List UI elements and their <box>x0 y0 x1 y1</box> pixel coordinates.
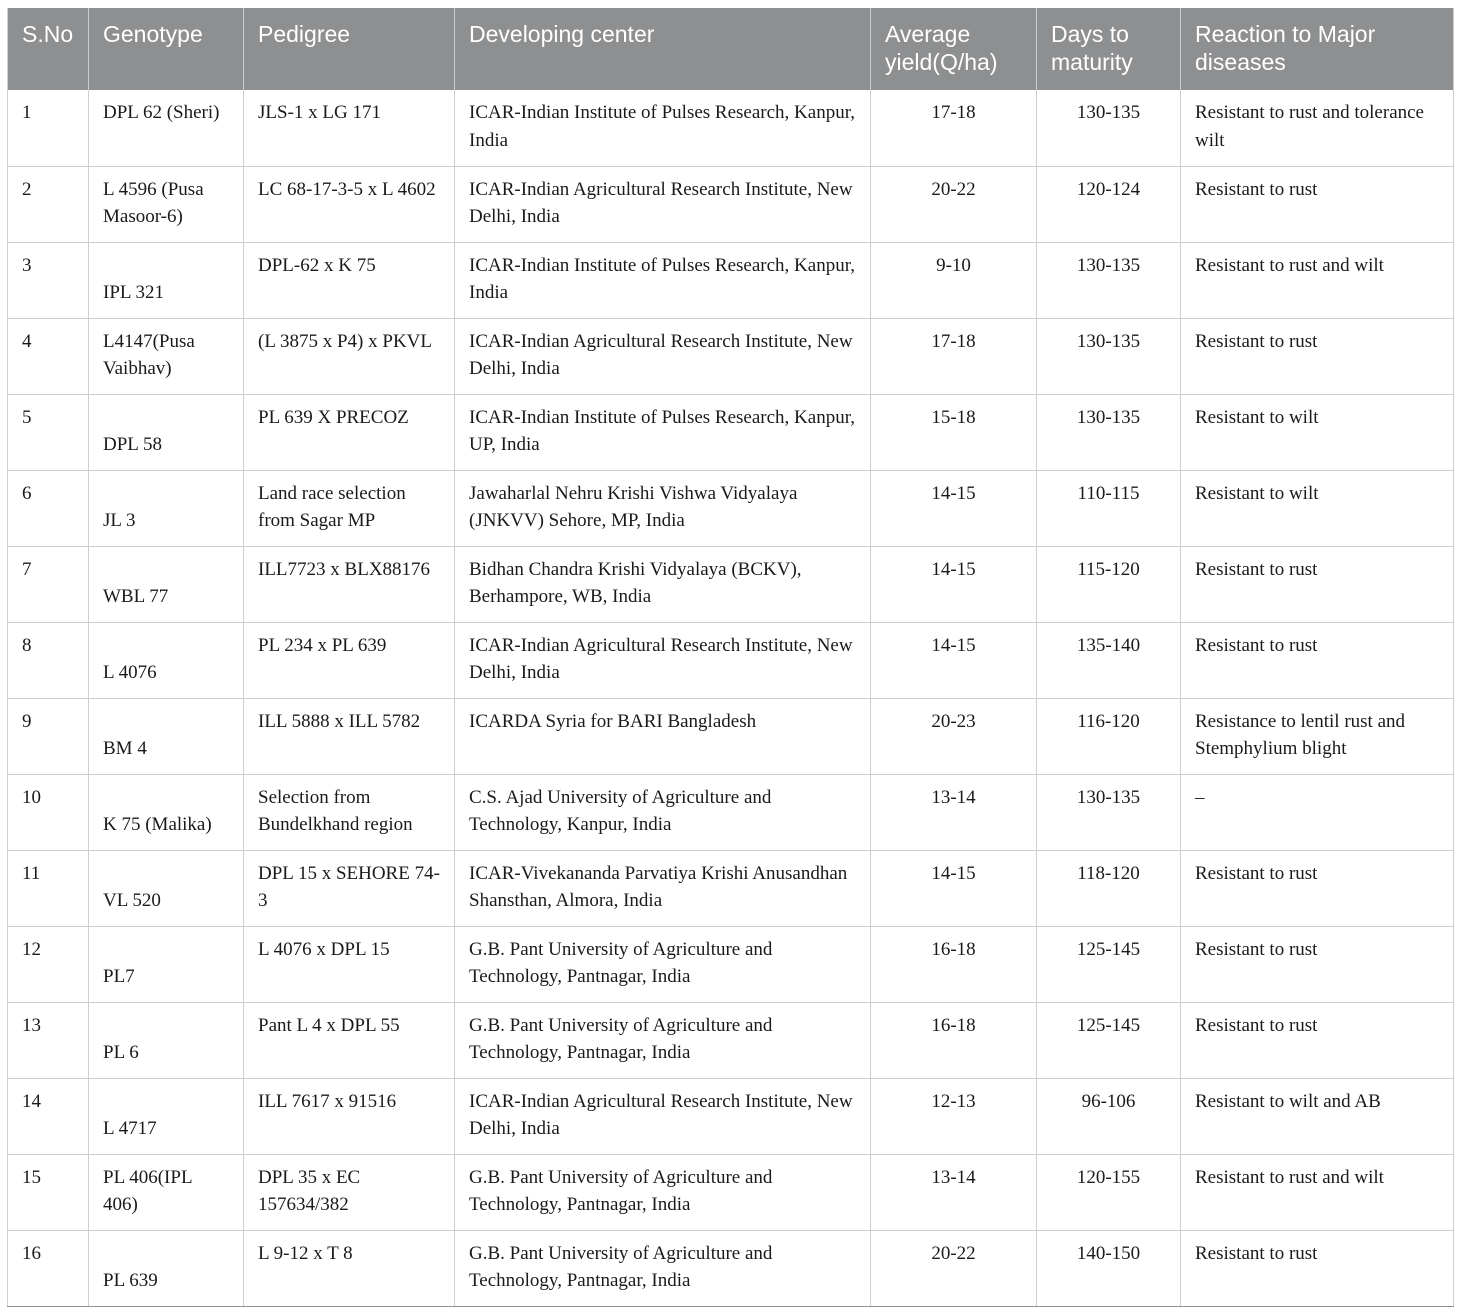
header-average-yield: Average yield(Q/ha) <box>871 8 1037 90</box>
cell-sno: 15 <box>8 1154 89 1230</box>
cell-average-yield: 20-22 <box>871 166 1037 242</box>
cell-developing-center: ICAR-Indian Agricultural Research Institute, New Delhi, India <box>455 318 871 394</box>
cell-days-to-maturity: 130-135 <box>1037 774 1181 850</box>
cell-developing-center: G.B. Pant University of Agriculture and Technology, Pantnagar, India <box>455 1230 871 1306</box>
cell-genotype: BM 4 <box>89 698 244 774</box>
cell-pedigree: Selection from Bundelkhand region <box>244 774 455 850</box>
header-genotype: Genotype <box>89 8 244 90</box>
cell-developing-center: ICAR-Indian Agricultural Research Institute, New Delhi, India <box>455 1078 871 1154</box>
cell-genotype: PL 639 <box>89 1230 244 1306</box>
cell-sno: 7 <box>8 546 89 622</box>
header-reaction: Reaction to Major diseases <box>1181 8 1454 90</box>
header-pedigree: Pedigree <box>244 8 455 90</box>
cell-developing-center: G.B. Pant University of Agriculture and Technology, Pantnagar, India <box>455 926 871 1002</box>
cell-sno: 5 <box>8 394 89 470</box>
cell-days-to-maturity: 140-150 <box>1037 1230 1181 1306</box>
header-sno: S.No <box>8 8 89 90</box>
cell-sno: 12 <box>8 926 89 1002</box>
cell-pedigree: LC 68-17-3-5 x L 4602 <box>244 166 455 242</box>
cell-genotype: DPL 62 (Sheri) <box>89 90 244 166</box>
cell-days-to-maturity: 130-135 <box>1037 90 1181 166</box>
cell-developing-center: ICAR-Indian Institute of Pulses Research, Kanpur, India <box>455 242 871 318</box>
cell-reaction: Resistant to rust <box>1181 926 1454 1002</box>
cell-days-to-maturity: 118-120 <box>1037 850 1181 926</box>
cell-pedigree: DPL-62 x K 75 <box>244 242 455 318</box>
cell-average-yield: 16-18 <box>871 926 1037 1002</box>
cell-reaction: Resistant to rust <box>1181 1230 1454 1306</box>
cell-genotype: WBL 77 <box>89 546 244 622</box>
cell-days-to-maturity: 130-135 <box>1037 242 1181 318</box>
cell-reaction: Resistant to wilt and AB <box>1181 1078 1454 1154</box>
cell-sno: 8 <box>8 622 89 698</box>
cell-days-to-maturity: 115-120 <box>1037 546 1181 622</box>
cell-days-to-maturity: 110-115 <box>1037 470 1181 546</box>
cell-pedigree: ILL 7617 x 91516 <box>244 1078 455 1154</box>
cell-developing-center: ICAR-Indian Institute of Pulses Research, Kanpur, UP, India <box>455 394 871 470</box>
table-row <box>8 850 1454 926</box>
cell-reaction: Resistant to rust and wilt <box>1181 1154 1454 1230</box>
cell-genotype: PL 6 <box>89 1002 244 1078</box>
cell-developing-center: ICAR-Vivekananda Parvatiya Krishi Anusandhan Shansthan, Almora, India <box>455 850 871 926</box>
cell-sno: 6 <box>8 470 89 546</box>
table-body <box>8 90 1454 1306</box>
cell-genotype: PL7 <box>89 926 244 1002</box>
cell-genotype: PL 406(IPL 406) <box>89 1154 244 1230</box>
cell-average-yield: 20-22 <box>871 1230 1037 1306</box>
cell-genotype: DPL 58 <box>89 394 244 470</box>
cell-developing-center: G.B. Pant University of Agriculture and Technology, Pantnagar, India <box>455 1154 871 1230</box>
cell-sno: 16 <box>8 1230 89 1306</box>
cell-pedigree: Pant L 4 x DPL 55 <box>244 1002 455 1078</box>
cell-average-yield: 17-18 <box>871 90 1037 166</box>
cell-average-yield: 20-23 <box>871 698 1037 774</box>
table-row <box>8 1154 1454 1230</box>
cell-genotype: L 4076 <box>89 622 244 698</box>
cell-sno: 9 <box>8 698 89 774</box>
cell-developing-center: C.S. Ajad University of Agriculture and Technology, Kanpur, India <box>455 774 871 850</box>
cell-genotype: VL 520 <box>89 850 244 926</box>
cell-average-yield: 16-18 <box>871 1002 1037 1078</box>
cell-average-yield: 9-10 <box>871 242 1037 318</box>
cell-days-to-maturity: 130-135 <box>1037 318 1181 394</box>
cell-reaction: Resistant to rust <box>1181 622 1454 698</box>
cell-sno: 13 <box>8 1002 89 1078</box>
cell-developing-center: Bidhan Chandra Krishi Vidyalaya (BCKV), Berhampore, WB, India <box>455 546 871 622</box>
cell-days-to-maturity: 120-155 <box>1037 1154 1181 1230</box>
cell-developing-center: G.B. Pant University of Agriculture and Technology, Pantnagar, India <box>455 1002 871 1078</box>
cell-sno: 10 <box>8 774 89 850</box>
cell-reaction: – <box>1181 774 1454 850</box>
table-row <box>8 166 1454 242</box>
cell-sno: 11 <box>8 850 89 926</box>
cell-reaction: Resistant to rust <box>1181 546 1454 622</box>
cell-developing-center: ICARDA Syria for BARI Bangladesh <box>455 698 871 774</box>
cell-days-to-maturity: 135-140 <box>1037 622 1181 698</box>
cell-reaction: Resistance to lentil rust and Stemphylium blight <box>1181 698 1454 774</box>
cell-pedigree: L 9-12 x T 8 <box>244 1230 455 1306</box>
cell-reaction: Resistant to rust <box>1181 318 1454 394</box>
cell-days-to-maturity: 125-145 <box>1037 926 1181 1002</box>
table-row <box>8 1230 1454 1306</box>
cell-reaction: Resistant to rust and tolerance wilt <box>1181 90 1454 166</box>
cell-days-to-maturity: 120-124 <box>1037 166 1181 242</box>
cell-pedigree: L 4076 x DPL 15 <box>244 926 455 1002</box>
cell-average-yield: 14-15 <box>871 546 1037 622</box>
cell-pedigree: (L 3875 x P4) x PKVL <box>244 318 455 394</box>
table-row <box>8 90 1454 166</box>
cell-pedigree: JLS-1 x LG 171 <box>244 90 455 166</box>
cell-pedigree: PL 639 X PRECOZ <box>244 394 455 470</box>
header-developing-center: Developing center <box>455 8 871 90</box>
cell-genotype: K 75 (Malika) <box>89 774 244 850</box>
cell-pedigree: DPL 35 x EC 157634/382 <box>244 1154 455 1230</box>
cell-pedigree: ILL 5888 x ILL 5782 <box>244 698 455 774</box>
header-days-to-maturity: Days to maturity <box>1037 8 1181 90</box>
cell-developing-center: Jawaharlal Nehru Krishi Vishwa Vidyalaya (JNKVV) Sehore, MP, India <box>455 470 871 546</box>
cell-average-yield: 17-18 <box>871 318 1037 394</box>
genotype-table <box>7 8 1454 1307</box>
cell-reaction: Resistant to rust <box>1181 1002 1454 1078</box>
table-row <box>8 774 1454 850</box>
cell-sno: 14 <box>8 1078 89 1154</box>
table-row <box>8 926 1454 1002</box>
table-row <box>8 546 1454 622</box>
cell-pedigree: Land race selection from Sagar MP <box>244 470 455 546</box>
table-row <box>8 318 1454 394</box>
table-row <box>8 470 1454 546</box>
cell-average-yield: 14-15 <box>871 622 1037 698</box>
cell-genotype: L 4596 (Pusa Masoor-6) <box>89 166 244 242</box>
header-row <box>8 8 1454 90</box>
cell-days-to-maturity: 116-120 <box>1037 698 1181 774</box>
cell-genotype: L 4717 <box>89 1078 244 1154</box>
cell-pedigree: ILL7723 x BLX88176 <box>244 546 455 622</box>
cell-genotype: IPL 321 <box>89 242 244 318</box>
table-row <box>8 242 1454 318</box>
table-row <box>8 1078 1454 1154</box>
table-row <box>8 1002 1454 1078</box>
cell-average-yield: 13-14 <box>871 1154 1037 1230</box>
table-row <box>8 394 1454 470</box>
cell-genotype: JL 3 <box>89 470 244 546</box>
cell-reaction: Resistant to rust and wilt <box>1181 242 1454 318</box>
cell-genotype: L4147(Pusa Vaibhav) <box>89 318 244 394</box>
cell-reaction: Resistant to rust <box>1181 166 1454 242</box>
cell-reaction: Resistant to wilt <box>1181 470 1454 546</box>
cell-developing-center: ICAR-Indian Agricultural Research Institute, New Delhi, India <box>455 166 871 242</box>
cell-sno: 3 <box>8 242 89 318</box>
cell-reaction: Resistant to rust <box>1181 850 1454 926</box>
cell-days-to-maturity: 96-106 <box>1037 1078 1181 1154</box>
cell-sno: 2 <box>8 166 89 242</box>
cell-reaction: Resistant to wilt <box>1181 394 1454 470</box>
cell-developing-center: ICAR-Indian Institute of Pulses Research, Kanpur, India <box>455 90 871 166</box>
table-row <box>8 622 1454 698</box>
cell-average-yield: 12-13 <box>871 1078 1037 1154</box>
cell-sno: 4 <box>8 318 89 394</box>
cell-average-yield: 14-15 <box>871 850 1037 926</box>
cell-days-to-maturity: 125-145 <box>1037 1002 1181 1078</box>
cell-developing-center: ICAR-Indian Agricultural Research Institute, New Delhi, India <box>455 622 871 698</box>
cell-pedigree: PL 234 x PL 639 <box>244 622 455 698</box>
cell-average-yield: 13-14 <box>871 774 1037 850</box>
cell-pedigree: DPL 15 x SEHORE 74-3 <box>244 850 455 926</box>
table-row <box>8 698 1454 774</box>
cell-days-to-maturity: 130-135 <box>1037 394 1181 470</box>
cell-average-yield: 15-18 <box>871 394 1037 470</box>
cell-average-yield: 14-15 <box>871 470 1037 546</box>
cell-sno: 1 <box>8 90 89 166</box>
